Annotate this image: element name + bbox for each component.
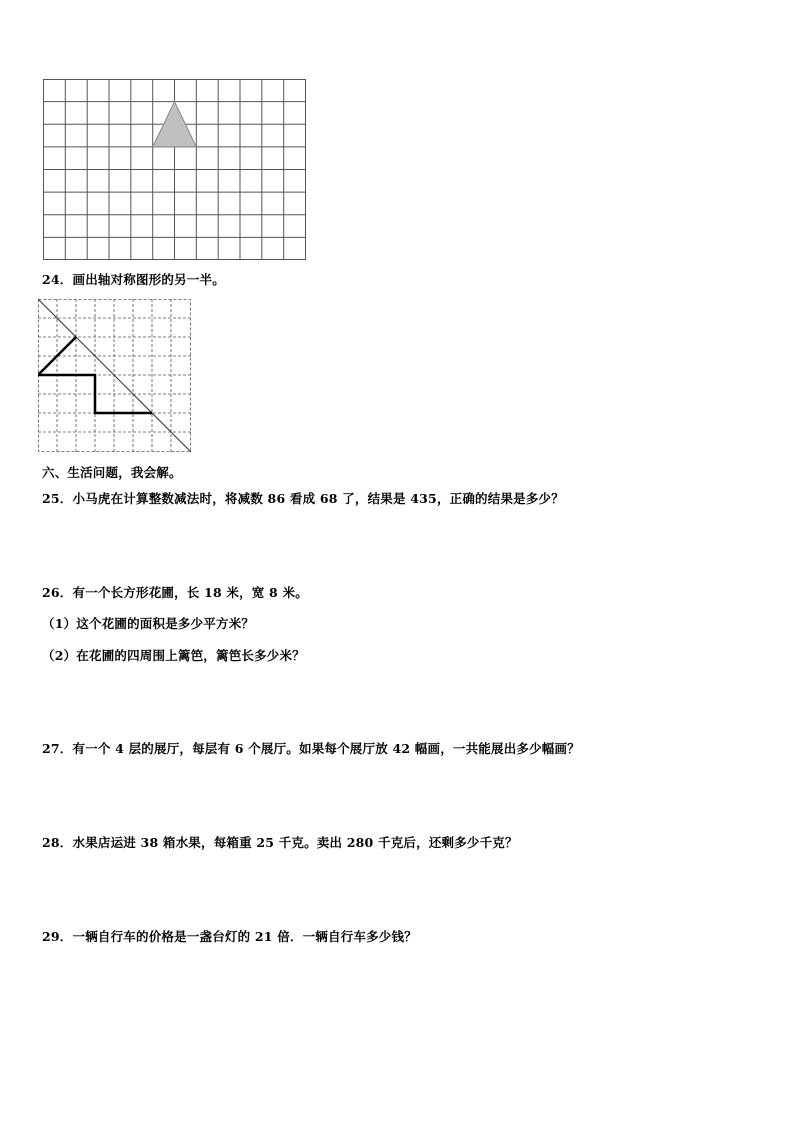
question-26: 26．有一个长方形花圃，长 18 米，宽 8 米。	[42, 585, 308, 600]
question-28: 28．水果店运进 38 箱水果，每箱重 25 千克。卖出 280 千克后，还剩多少千克？	[42, 835, 518, 850]
question-27: 27．有一个 4 层的展厅，每层有 6 个展厅。如果每个展厅放 42 幅画，一共能展出多少幅画？	[42, 741, 580, 756]
section-6-heading: 六、生活问题，我会解。	[42, 465, 182, 480]
question-24: 24．画出轴对称图形的另一半。	[42, 272, 225, 287]
question-26-part-2: （2）在花圃的四周围上篱笆，篱笆长多少米？	[42, 648, 305, 663]
question-29: 29．一辆自行车的价格是一盏台灯的 21 倍．一辆自行车多少钱？	[42, 929, 417, 944]
symmetry-grid-figure[interactable]	[38, 299, 192, 454]
question-25: 25．小马虎在计算整数减法时，将减数 86 看成 68 了，结果是 435，正确的结果是多少？	[42, 491, 564, 506]
question-26-part-1: （1）这个花圃的面积是多少平方米？	[42, 616, 255, 631]
triangle-grid-figure	[43, 79, 307, 261]
